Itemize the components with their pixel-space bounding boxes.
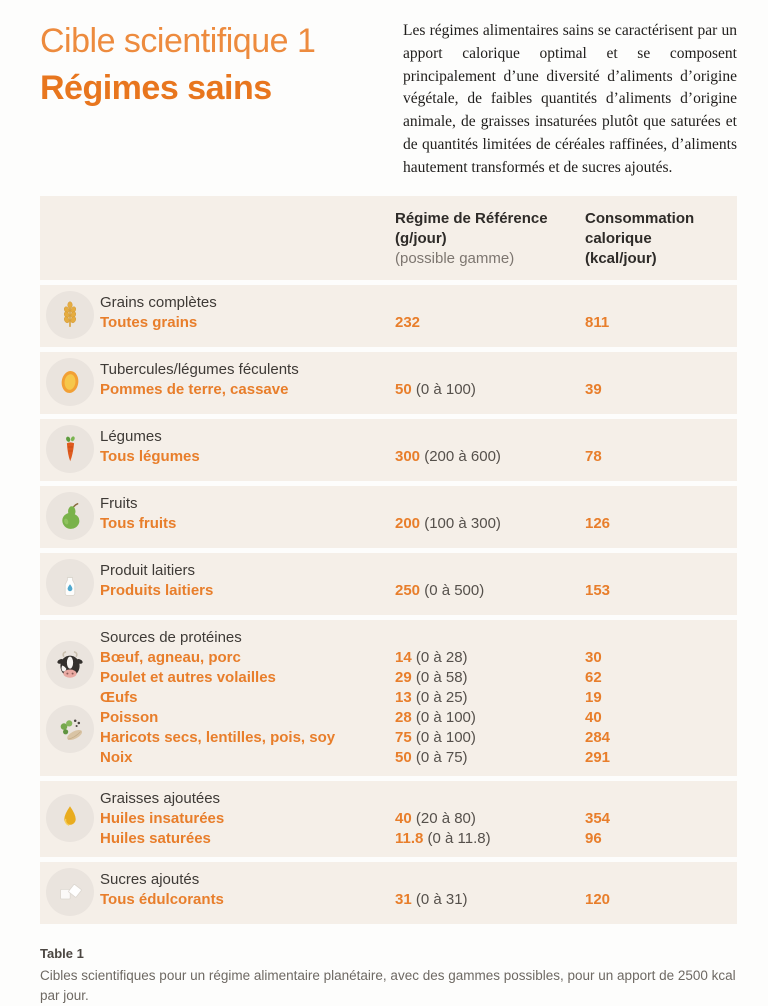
beans-icon — [46, 705, 94, 753]
row-lines — [100, 626, 737, 768]
row-icon-cell — [40, 358, 100, 406]
intake-range: (0 à 31) — [411, 891, 468, 909]
item-line — [100, 728, 737, 748]
table-row — [40, 285, 737, 347]
category-line — [100, 293, 737, 313]
item-line — [100, 809, 737, 829]
category-label: Tubercules/légumes féculents — [100, 361, 299, 379]
category-label: Fruits — [100, 495, 138, 513]
item-line — [100, 313, 737, 333]
caloric-intake-value: 126 — [585, 515, 611, 533]
potato-icon — [46, 358, 94, 406]
table-row — [40, 553, 737, 615]
item-line — [100, 890, 737, 910]
intake-range: (0 à 100) — [411, 709, 476, 727]
intake-range: (0 à 100) — [411, 381, 476, 399]
category-label: Produit laitiers — [100, 562, 196, 580]
category-line — [100, 561, 737, 581]
reference-intake-value — [395, 668, 585, 688]
category-label: Sucres ajoutés — [100, 871, 200, 889]
row-lines — [100, 868, 737, 916]
intake-range: (20 à 80) — [411, 810, 476, 828]
item-line — [100, 748, 737, 768]
caloric-intake-value: 354 — [585, 810, 611, 828]
row-icon-cell — [40, 559, 100, 607]
food-item-label: Tous fruits — [100, 515, 177, 533]
sugar-icon — [46, 868, 94, 916]
food-item-label: Produits laitiers — [100, 582, 214, 600]
intake-range: (0 à 25) — [411, 689, 468, 707]
food-item-label: Tous édulcorants — [100, 891, 224, 909]
page-kicker: Cible scientifique 1 — [40, 22, 316, 60]
food-item-label: Pommes de terre, cassave — [100, 381, 289, 399]
oil-drop-icon — [46, 794, 94, 842]
row-lines — [100, 559, 737, 607]
caloric-intake-value: 39 — [585, 381, 602, 399]
pear-icon — [46, 492, 94, 540]
category-line — [100, 360, 737, 380]
table-row — [40, 862, 737, 924]
reference-intake-value — [395, 313, 585, 333]
food-item-label: Toutes grains — [100, 314, 198, 332]
intake-range: (200 à 600) — [420, 448, 501, 466]
reference-intake-value — [395, 648, 585, 668]
table-row — [40, 486, 737, 548]
table-footnote — [40, 944, 740, 1006]
caloric-intake-value: 153 — [585, 582, 611, 600]
caloric-intake-value: 40 — [585, 709, 602, 727]
intake-amount: 50 — [395, 381, 412, 399]
category-label: Légumes — [100, 428, 162, 446]
table-caption: Cibles scientifiques pour un régime alimentaire planétaire, avec des gammes possibles, pour un apport de 2500 kcal par jour. — [40, 967, 736, 1004]
intake-amount: 75 — [395, 729, 412, 747]
row-lines — [100, 492, 737, 540]
food-item-label: Huiles saturées — [100, 830, 211, 848]
reference-intake-value — [395, 728, 585, 748]
intake-range: (0 à 100) — [411, 729, 476, 747]
row-icon-cell — [40, 626, 100, 768]
table-row — [40, 620, 737, 776]
category-line — [100, 494, 737, 514]
intake-amount: 31 — [395, 891, 412, 909]
caloric-intake-value: 19 — [585, 689, 602, 707]
category-label: Graisses ajoutées — [100, 790, 221, 808]
intake-amount: 11.8 — [395, 830, 424, 848]
row-icon-cell — [40, 787, 100, 849]
intake-range: (0 à 28) — [411, 649, 468, 667]
intake-range: (100 à 300) — [420, 515, 501, 533]
food-item-label: Noix — [100, 749, 133, 767]
intake-amount: 29 — [395, 669, 412, 687]
intake-amount: 250 — [395, 582, 421, 600]
item-line — [100, 688, 737, 708]
page-title: Régimes sains — [40, 69, 272, 108]
reference-intake-value — [395, 447, 585, 467]
column-header-reference-diet: Régime de Référence (g/jour) (possible gamme) — [395, 210, 548, 268]
row-lines — [100, 787, 737, 849]
category-line — [100, 789, 737, 809]
category-line — [100, 427, 737, 447]
intro-paragraph: Les régimes alimentaires sains se caractérisent par un apport calorique optimal et se composent principalement d’une diversité d’aliments d’origine végétale, de faibles quantités d’aliments d’origine animale, de graisses insaturées plutôt que saturées et de quantités limitées de céréales raffinées, d’aliments hautement transformés et de sucres ajoutés. — [403, 22, 737, 176]
row-icon-cell — [40, 425, 100, 473]
food-item-label: Huiles insaturées — [100, 810, 225, 828]
intake-range: (0 à 11.8) — [423, 830, 491, 848]
table-row — [40, 352, 737, 414]
reference-intake-value — [395, 748, 585, 768]
category-line — [100, 628, 737, 648]
item-line — [100, 648, 737, 668]
reference-intake-value — [395, 890, 585, 910]
intake-amount: 28 — [395, 709, 412, 727]
intake-range: (0 à 500) — [420, 582, 485, 600]
row-lines — [100, 358, 737, 406]
intake-range: (0 à 75) — [411, 749, 468, 767]
table-row — [40, 781, 737, 857]
caloric-intake-value: 78 — [585, 448, 602, 466]
item-line — [100, 668, 737, 688]
reference-intake-value — [395, 514, 585, 534]
intake-amount: 40 — [395, 810, 412, 828]
cow-icon — [46, 641, 94, 689]
caloric-intake-value: 96 — [585, 830, 602, 848]
caloric-intake-value: 62 — [585, 669, 602, 687]
caloric-intake-value: 284 — [585, 729, 611, 747]
diet-table — [40, 196, 737, 924]
food-item-label: Haricots secs, lentilles, pois, soy — [100, 729, 336, 747]
food-item-label: Poisson — [100, 709, 159, 727]
row-lines — [100, 425, 737, 473]
caloric-intake-value: 30 — [585, 649, 602, 667]
item-line — [100, 708, 737, 728]
food-item-label: Bœuf, agneau, porc — [100, 649, 241, 667]
item-line — [100, 829, 737, 849]
reference-intake-value — [395, 809, 585, 829]
item-line — [100, 581, 737, 601]
milk-icon — [46, 559, 94, 607]
title-block — [40, 20, 403, 108]
table-header-row — [40, 196, 737, 280]
item-line — [100, 447, 737, 467]
intake-amount: 14 — [395, 649, 412, 667]
caloric-intake-value: 811 — [585, 314, 610, 332]
row-lines — [100, 291, 737, 339]
table-label: Table 1 — [40, 946, 84, 962]
food-item-label: Œufs — [100, 689, 138, 707]
intake-amount: 300 — [395, 448, 421, 466]
category-label: Grains complètes — [100, 294, 217, 312]
reference-intake-value — [395, 688, 585, 708]
row-icon-cell — [40, 291, 100, 339]
caloric-intake-value: 120 — [585, 891, 611, 909]
reference-intake-value — [395, 380, 585, 400]
intake-amount: 13 — [395, 689, 412, 707]
table-body — [40, 285, 737, 924]
intake-amount: 232 — [395, 314, 421, 332]
caloric-intake-value: 291 — [585, 749, 611, 767]
category-line — [100, 870, 737, 890]
reference-intake-value — [395, 708, 585, 728]
food-item-label: Tous légumes — [100, 448, 200, 466]
category-label: Sources de protéines — [100, 629, 242, 647]
intake-range: (0 à 58) — [411, 669, 468, 687]
page-header — [40, 20, 737, 179]
food-item-label: Poulet et autres volailles — [100, 669, 276, 687]
intake-amount: 200 — [395, 515, 421, 533]
reference-intake-value — [395, 829, 585, 849]
item-line — [100, 514, 737, 534]
reference-intake-value — [395, 581, 585, 601]
table-row — [40, 419, 737, 481]
row-icon-cell — [40, 492, 100, 540]
wheat-icon — [46, 291, 94, 339]
column-header-caloric-intake: Consommation calorique (kcal/jour) — [585, 210, 695, 268]
intake-amount: 50 — [395, 749, 412, 767]
row-icon-cell — [40, 868, 100, 916]
item-line — [100, 380, 737, 400]
carrot-icon — [46, 425, 94, 473]
